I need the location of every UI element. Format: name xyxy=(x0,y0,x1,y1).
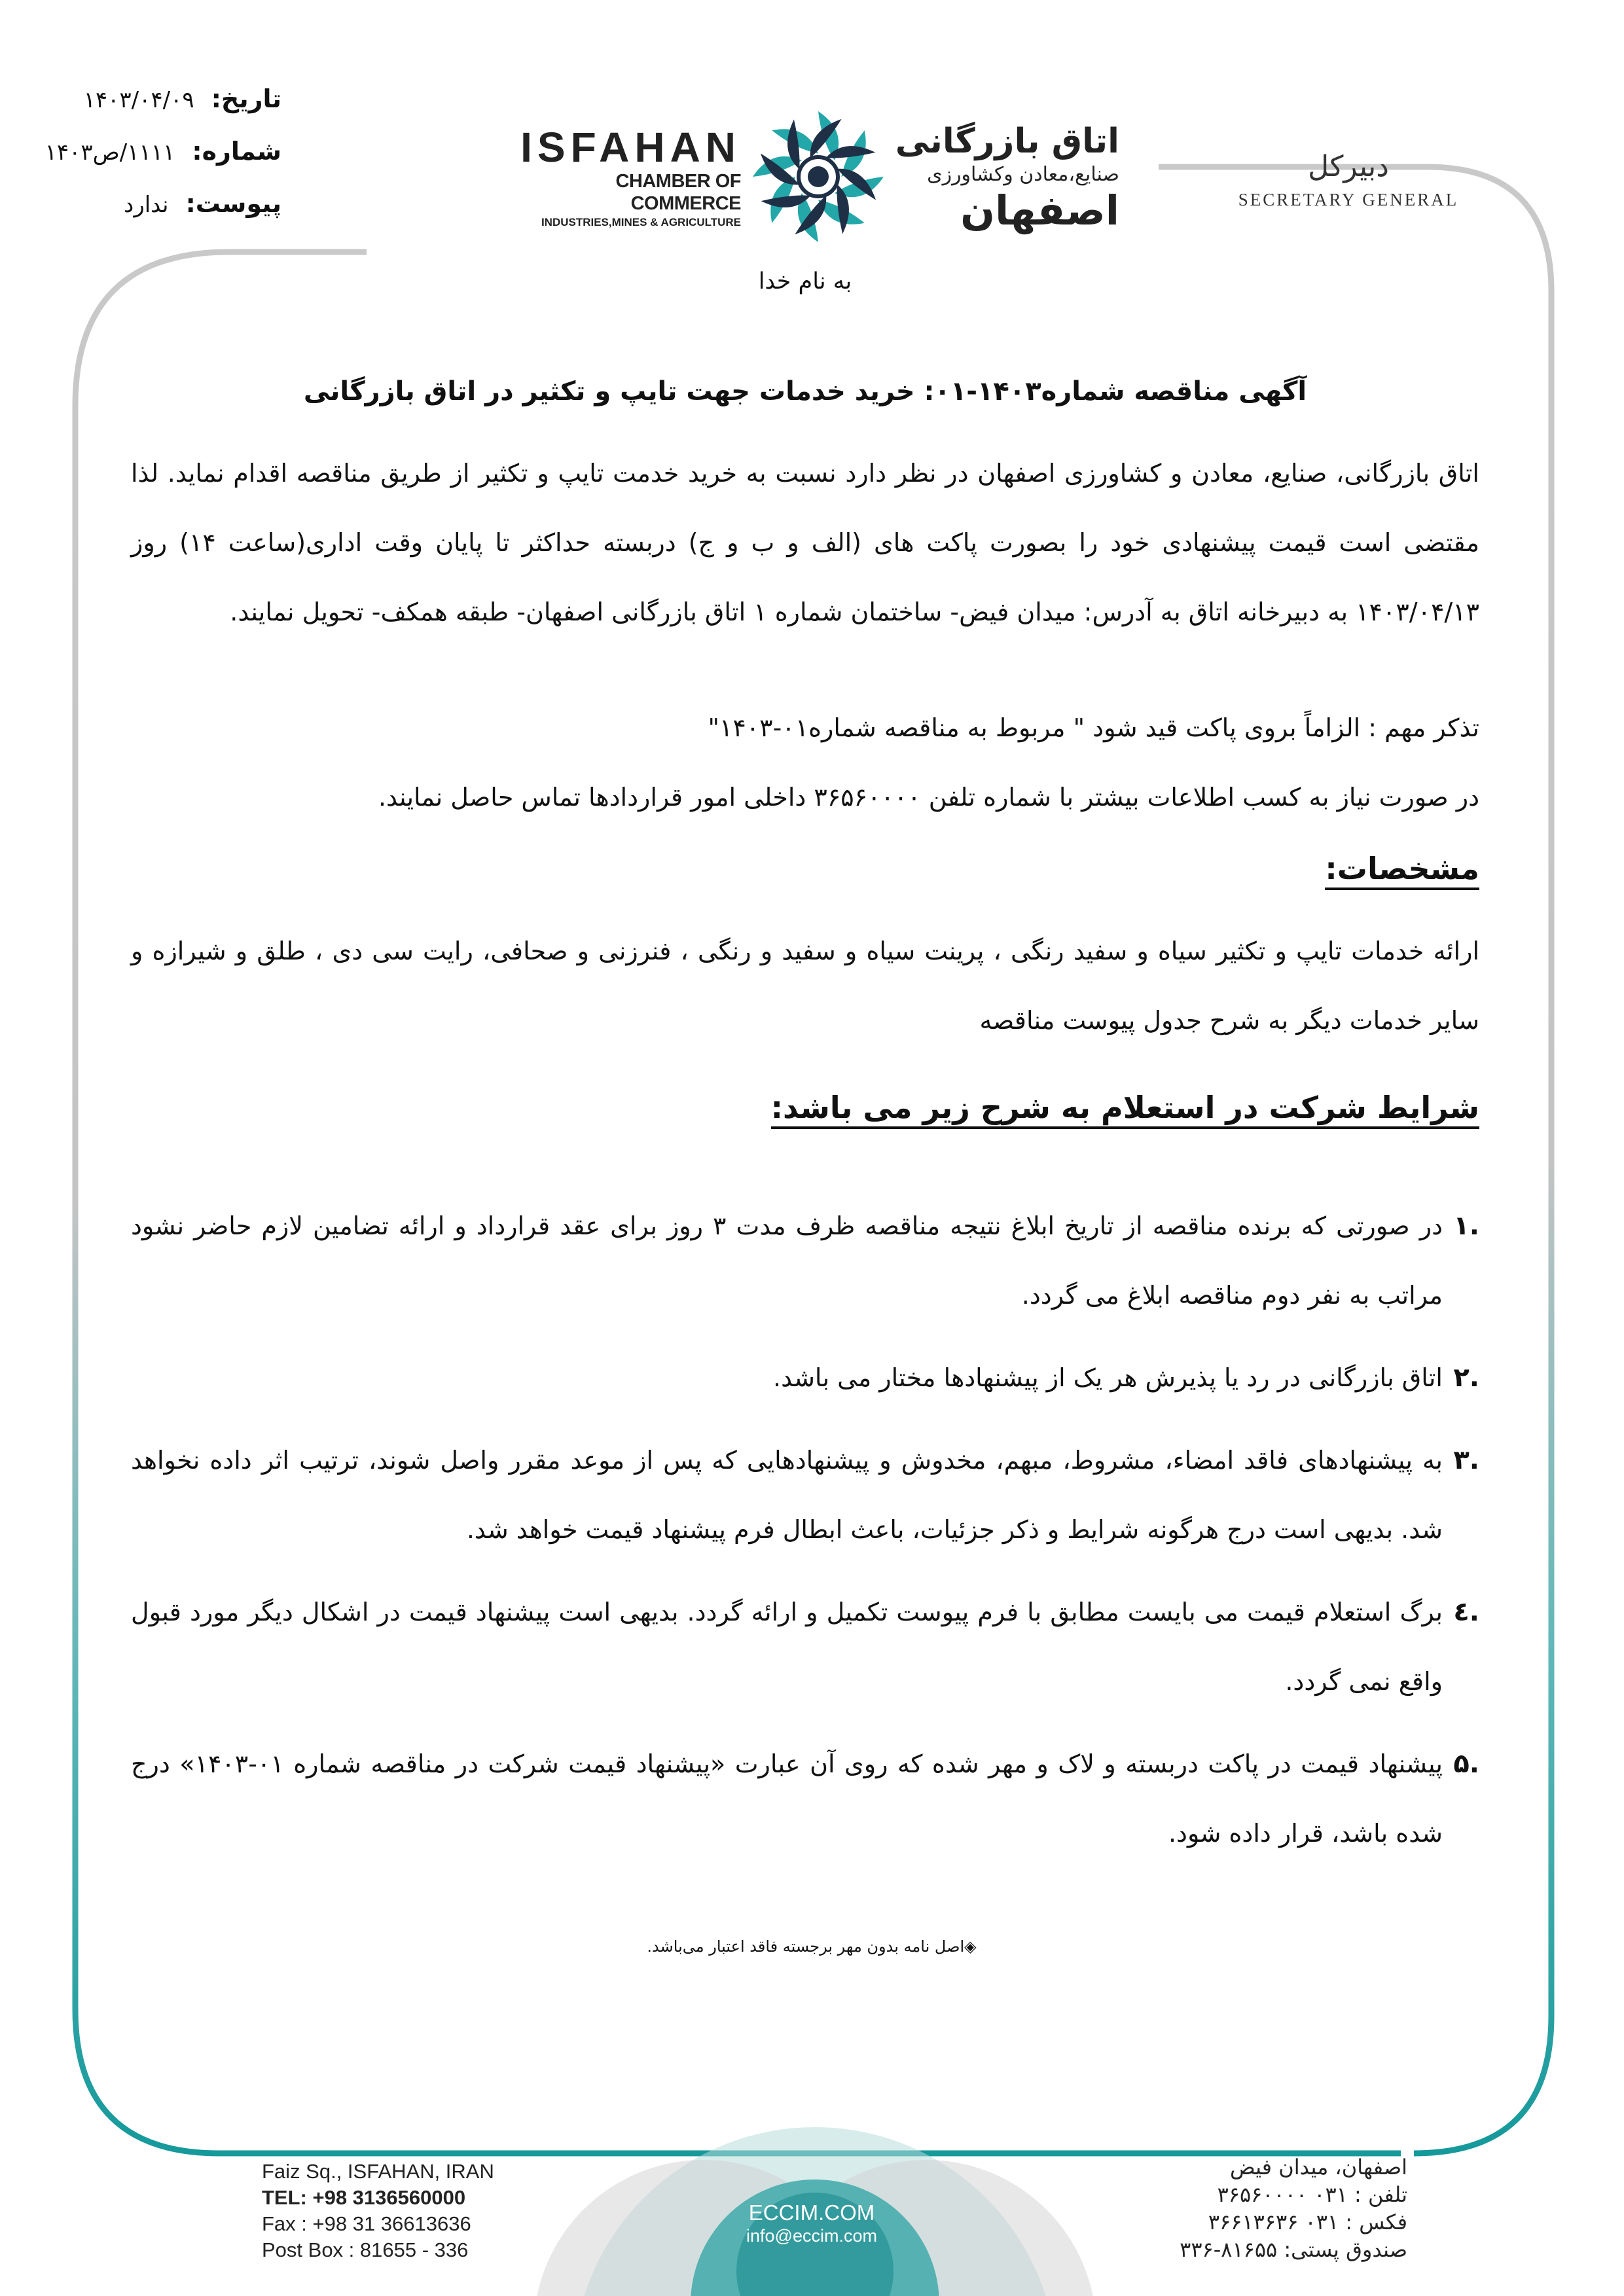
website-link[interactable]: ECCIM.COM xyxy=(748,2200,875,2225)
footer-fax-fa: فکس : ۰۳۱ ۳۶۶۱۳۶۳۶ xyxy=(1208,2210,1407,2234)
logo-isfahan: ISFAHAN xyxy=(520,124,741,171)
email-link[interactable]: info@eccim.com xyxy=(746,2226,877,2246)
attachment-label: پیوست: xyxy=(185,189,281,218)
condition-text: در صورتی که برنده مناقصه از تاریخ ابلاغ نتیجه مناقصه ظرف مدت ۳ روز برای عقد قرارداد و ارائه تضامین لازم حاضر نشود مراتب به نفر دوم مناقصه ابلاغ می گردد. xyxy=(131,1211,1443,1310)
footer-english xyxy=(262,2159,537,2263)
secretary-general-fa: دبیرکل xyxy=(1308,150,1389,183)
condition-item xyxy=(131,1343,1479,1412)
condition-item xyxy=(131,1577,1479,1716)
footer-tel-en: TEL: +98 3136560000 xyxy=(262,2186,466,2209)
footer-fax-en: Fax : +98 31 36613636 xyxy=(262,2212,471,2235)
condition-number: .۲ xyxy=(1453,1363,1479,1393)
specifications-text: ارائه خدمات تایپ و تکثیر سیاه و سفید رنگی ، پرینت سیاه و سفید و رنگی ، فنرزنی و صحافی، رایت سی دی ، طلق و شیرازه و سایر خدمات دیگر به شرح جدول پیوست مناقصه xyxy=(131,937,1479,1035)
footer-pobox-fa: صندوق پستی: ۸۱۶۵۵-۳۳۶ xyxy=(1180,2237,1407,2262)
chamber-emblem-icon xyxy=(746,105,890,249)
logo-fa-chamber: اتاق بازرگانی xyxy=(895,122,1119,161)
number-row xyxy=(33,126,281,178)
specifications-heading: مشخصات: xyxy=(1325,851,1479,890)
date-row xyxy=(33,73,281,126)
condition-number: .۳ xyxy=(1453,1445,1479,1475)
condition-number: .٤ xyxy=(1453,1597,1479,1627)
logo-industries: INDUSTRIES,MINES & AGRICULTURE xyxy=(541,216,741,228)
tender-title: آگهی مناقصه شماره۱۴۰۳-۰۱: خرید خدمات جهت تایپ و تکثیر در اتاق بازرگانی xyxy=(303,376,1307,406)
condition-text: به پیشنهادهای فاقد امضاء، مشروط، مبهم، مخدوش و پیشنهادهایی که پس از موعد مقرر واصل شوند، ترتیب اثر داده نخواهد شد. بدیهی است درج هرگونه شرایط و ذکر جزئیات، باعث ابطال فرم پیشنهاد قیمت خواهد شد. xyxy=(131,1446,1443,1544)
letter-meta xyxy=(33,73,281,230)
logo-fa-isfahan: اصفهان xyxy=(960,187,1119,234)
date-value: ۱۴۰۳/۰۴/۰۹ xyxy=(83,87,194,113)
stamp-validity-note: ◈اصل نامه بدون مهر برجسته فاقد اعتبار می‌باشد. xyxy=(647,1937,977,1956)
number-label: شماره: xyxy=(192,137,281,166)
logo-fa-industries: صنایع،معادن وکشاورزی xyxy=(927,163,1119,186)
condition-number: .۵ xyxy=(1453,1749,1479,1779)
condition-item xyxy=(131,1426,1479,1564)
intro-paragraph: اتاق بازرگانی، صنایع، معادن و کشاورزی اصفهان در نظر دارد نسبت به خرید خدمت تایپ و تکثیر از طریق مناقصه اقدام نماید. لذا مقتضی است قیمت پیشنهادی خود را بصورت پاکت های (الف و ب و ج) دربسته حداکثر تا پایان وقت اداری(ساعت ۱۴) روز ۱۴۰۳/۰۴/۱۳ به دبیرخانه اتاق به آدرس: میدان فیض- ساختمان شماره ۱ اتاق بازرگانی اصفهان- طبقه همکف- تحویل نمایند. xyxy=(131,459,1479,626)
attachment-row xyxy=(33,178,281,230)
secretary-general xyxy=(1218,147,1479,213)
footer-persian xyxy=(1113,2153,1407,2263)
footer-address-fa: اصفهان، میدان فیض xyxy=(1229,2155,1407,2179)
condition-item xyxy=(131,1729,1479,1868)
condition-item xyxy=(131,1191,1479,1330)
logo-persian xyxy=(890,121,1119,234)
conditions-heading: شرایط شرکت در استعلام به شرح زیر می باشد: xyxy=(771,1090,1479,1129)
bismillah: به نام خدا xyxy=(758,268,852,295)
footer-tel-fa: تلفن : ۰۳۱ ۳۶۵۶۰۰۰۰ xyxy=(1217,2182,1407,2207)
footer-address-en: Faiz Sq., ISFAHAN, IRAN xyxy=(262,2160,494,2183)
condition-text: برگ استعلام قیمت می بایست مطابق با فرم پیوست تکمیل و ارائه گردد. بدیهی است پیشنهاد قیمت در اشکال دیگر مورد قبول واقع نمی گردد. xyxy=(131,1598,1443,1696)
condition-text: اتاق بازرگانی در رد یا پذیرش هر یک از پیشنهادها مختار می باشد. xyxy=(773,1363,1443,1392)
condition-text: پیشنهاد قیمت در پاکت دربسته و لاک و مهر شده که روی آن عبارت «پیشنهاد قیمت شرکت در مناقصه شماره ۰۱-۱۴۰۳» درج شده باشد، قرار داده شود. xyxy=(131,1749,1443,1848)
logo-chamber: CHAMBER OF COMMERCE xyxy=(615,171,741,214)
footer-pobox-en: Post Box : 81655 - 336 xyxy=(262,2238,469,2261)
condition-number: .۱ xyxy=(1453,1211,1479,1241)
secretary-general-en: SECRETARY GENERAL xyxy=(1238,190,1459,209)
important-note: تذکر مهم : الزاماً بروی پاکت قید شود " مربوط به مناقصه شماره۰۱-۱۴۰۳" xyxy=(708,713,1479,742)
date-label: تاریخ: xyxy=(211,84,281,113)
contact-paragraph: در صورت نیاز به کسب اطلاعات بیشتر با شماره تلفن ۳۶۵۶۰۰۰۰ داخلی امور قراردادها تماس حاصل نمایند. xyxy=(378,783,1479,812)
footer-web xyxy=(713,2200,910,2246)
logo-english xyxy=(518,124,741,230)
number-value: ۱۱۱۱/ص۱۴۰۳ xyxy=(45,139,175,166)
attachment-value: ندارد xyxy=(124,192,169,218)
conditions-list xyxy=(131,1191,1479,1881)
